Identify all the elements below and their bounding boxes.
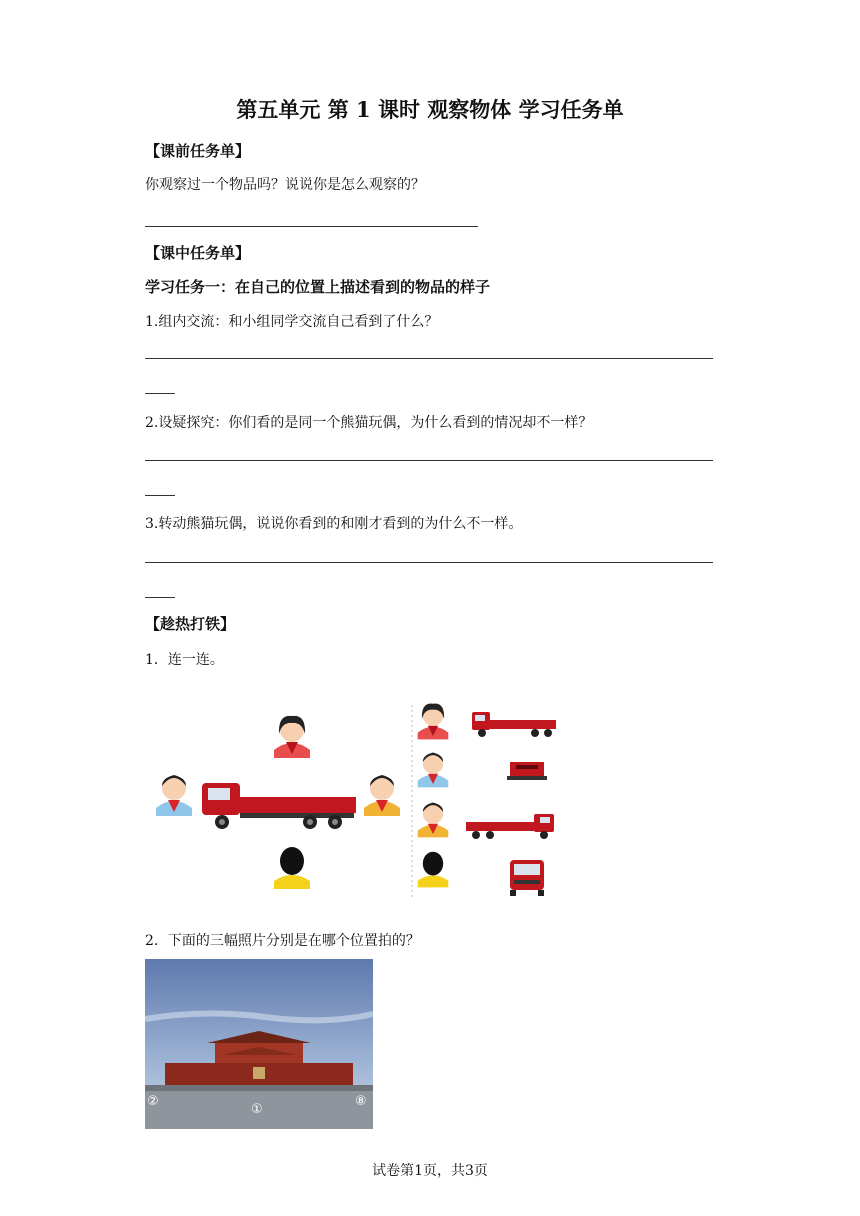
task1-title: 学习任务一：在自己的位置上描述看到的物品的样子 xyxy=(145,278,491,296)
in-class-heading: 【课中任务单】 xyxy=(145,244,251,262)
page-title: 第五单元 第 1 课时 观察物体 学习任务单 xyxy=(236,97,624,122)
pre-task-heading: 【课前任务单】 xyxy=(145,142,251,160)
tiananmen-photo xyxy=(145,959,373,1129)
answer-line-tail xyxy=(145,495,175,496)
choice-truck-2-icon xyxy=(507,762,547,780)
choice-child-2-icon xyxy=(418,753,449,788)
truck-icon xyxy=(202,783,356,829)
choice-child-4-icon xyxy=(418,852,449,888)
pre-task-question: 你观察过一个物品吗？说说你是怎么观察的？ xyxy=(145,177,425,193)
choice-truck-1-icon xyxy=(472,712,556,737)
choice-child-3-icon xyxy=(418,803,449,838)
answer-line xyxy=(145,226,478,227)
child-bottom-icon xyxy=(274,847,310,889)
page-footer: 试卷第1页，共3页 xyxy=(372,1163,488,1179)
child-right-icon xyxy=(364,775,400,816)
question-2: 2.设疑探究：你们看的是同一个熊猫玩偶，为什么看到的情况却不一样？ xyxy=(145,415,593,431)
photo-marker: ① xyxy=(251,1102,263,1117)
choice-truck-3-icon xyxy=(466,814,554,839)
practice-heading: 【趁热打铁】 xyxy=(145,615,236,633)
answer-line xyxy=(145,562,713,563)
question-3: 3.转动熊猫玩偶，说说你看到的和刚才看到的为什么不一样。 xyxy=(145,516,523,532)
choice-truck-4-icon xyxy=(510,860,544,896)
child-left-icon xyxy=(156,775,192,816)
answer-line xyxy=(145,460,713,461)
photo-marker: ⑧ xyxy=(355,1094,367,1109)
answer-line-tail xyxy=(145,393,175,394)
choice-child-1-icon xyxy=(418,704,449,740)
photo-marker: ② xyxy=(147,1094,159,1109)
answer-line-tail xyxy=(145,597,175,598)
answer-line xyxy=(145,358,713,359)
child-top-icon xyxy=(274,716,310,758)
exercise-1: 1．连一连。 xyxy=(145,652,224,668)
matching-illustration xyxy=(150,700,570,905)
exercise-2: 2．下面的三幅照片分别是在哪个位置拍的？ xyxy=(145,933,420,949)
question-1: 1.组内交流：和小组同学交流自己看到了什么？ xyxy=(145,314,439,330)
